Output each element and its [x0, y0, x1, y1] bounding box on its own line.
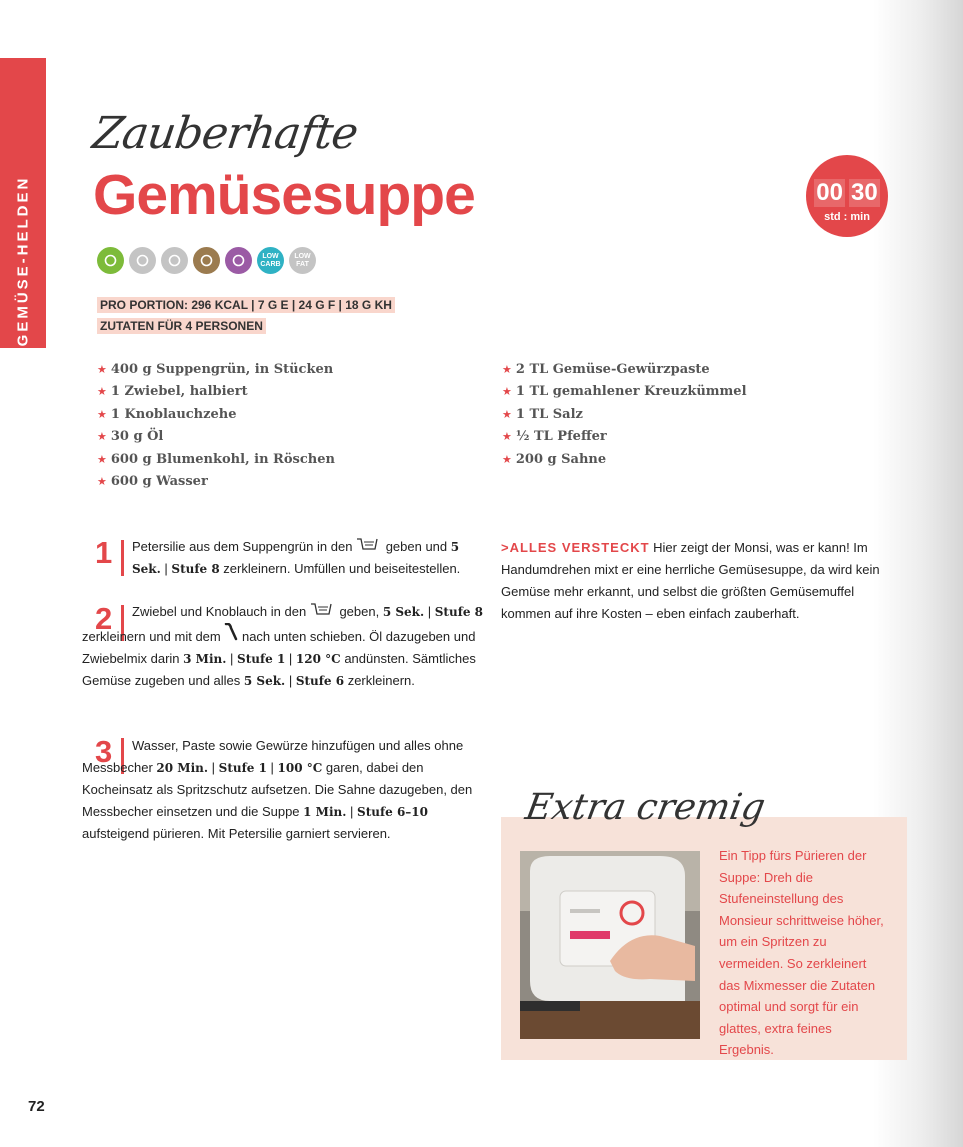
mixing-bowl-icon — [310, 604, 336, 619]
low-fat-icon: LOW FAT — [289, 247, 316, 274]
nutrition-info — [97, 295, 395, 337]
ingredient-item: ★ 400 g Suppengrün, in Stücken — [97, 362, 334, 377]
timer-hours: 00 — [816, 179, 843, 206]
ingredient-item: ★ 600 g Wasser — [97, 474, 208, 490]
tip-body: Hier zeigt der Monsi, was er kann! Im Handumdrehen mixt er eine herrliche Gemüsesuppe, da wird kein Gemüse mehr erkannt, und selbst die größten Gemüsemuffel kommen auf ihre Kosten – eben einfach zauberhaft. — [501, 540, 880, 621]
ingredient-item: ★ 1 TL Salz — [502, 406, 583, 422]
grain-icon — [193, 247, 220, 274]
ingredients-right — [502, 359, 747, 471]
star-icon: ★ — [97, 385, 107, 399]
tip-label: >ALLES VERSTECKT — [501, 540, 650, 555]
mixing-bowl-icon — [356, 539, 382, 554]
ingredient-item: ★ 600 g Blumenkohl, in Röschen — [97, 451, 335, 467]
step-3-number: 3 — [95, 734, 113, 769]
extra-title: Extra cremig — [522, 787, 769, 828]
timer-unit: std : min — [824, 211, 870, 223]
step-2-text: Zwiebel und Knoblauch in den geben, 5 Sek. | Stufe 8 zerkleinern und mit dem nach unten schieben. Öl dazugeben und Zwiebelmix darin 3 Min. | Stufe 1 | 120 °C andünsten. Sämtliches Gemüse zugeben und alles 5 Sek. | Stufe 6 zerkleinern. — [82, 604, 484, 688]
ingredient-item: ★ 200 g Sahne — [502, 451, 607, 467]
diet-badges — [97, 247, 316, 274]
tip-text — [501, 537, 896, 625]
page-title: Gemüsesuppe — [93, 163, 475, 227]
section-tab-label: GEMÜSE-HELDEN — [14, 175, 32, 347]
step-3-text: Wasser, Paste sowie Gewürze hinzufügen und alles ohne Messbecher 20 Min. | Stufe 1 | 100 °C garen, dabei den Kocheinsatz als Spritzschutz aufsetzen. Die Sahne dazugeben, den Messbecher einsetzen und die Suppe 1 Min. | Stufe 6–10 aufsteigend pürieren. Mit Petersilie garniert servieren. — [82, 738, 473, 841]
timer-digits — [806, 179, 888, 207]
star-icon: ★ — [97, 430, 107, 444]
vegetarian-icon — [97, 247, 124, 274]
ingredients-left — [97, 359, 335, 493]
star-icon: ★ — [97, 475, 107, 489]
ingredient-item: ★ ½ TL Pfeffer — [502, 429, 607, 445]
ingredient-item: ★ 1 Zwiebel, halbiert — [97, 384, 248, 400]
page-number: 72 — [28, 1098, 45, 1115]
low-carb-icon: LOW CARB — [257, 247, 284, 274]
ingredient-item: ★ 1 Knoblauchzehe — [97, 406, 237, 422]
star-icon: ★ — [97, 452, 107, 466]
leaf-icon — [129, 247, 156, 274]
title-script: Zauberhafte — [89, 108, 361, 159]
timer-minutes: 30 — [851, 179, 878, 206]
step-2-number: 2 — [95, 601, 113, 636]
step-1-text: Petersilie aus dem Suppengrün in den geben und 5 Sek. | Stufe 8 zerkleinern. Umfüllen und beiseitestellen. — [132, 539, 461, 576]
star-icon: ★ — [97, 407, 107, 421]
star-icon: ★ — [97, 363, 107, 376]
star-icon: ★ — [502, 385, 512, 399]
star-icon: ★ — [502, 430, 512, 444]
appliance-photo — [520, 851, 700, 1039]
section-tab — [0, 58, 46, 348]
ingredient-item: ★ 30 g Öl — [97, 429, 164, 445]
extra-text: Ein Tipp fürs Pürieren der Suppe: Dreh die Stufeneinstellung des Monsieur schrittweise höher, um ein Spritzen zu vermeiden. So zerkleinert das Mixmesser die Zutaten optimal und sorgt für ein glattes, extra feines Ergebnis. — [719, 848, 884, 1058]
ingredient-item: ★ 1 TL gemahlener Kreuzkümmel — [502, 384, 747, 400]
nutrition-per-portion: PRO PORTION: 296 KCAL | 7 G E | 24 G F | 18 G KH — [97, 297, 395, 313]
star-icon: ★ — [502, 452, 512, 466]
star-icon: ★ — [502, 363, 512, 376]
nutrition-servings: ZUTATEN FÜR 4 PERSONEN — [97, 318, 266, 334]
step-1-number: 1 — [95, 535, 113, 570]
step-1-bar — [121, 540, 124, 576]
star-icon: ★ — [502, 407, 512, 421]
wheat-icon — [161, 247, 188, 274]
cloud-icon — [225, 247, 252, 274]
timer-badge — [806, 155, 888, 237]
ingredient-item: ★ 2 TL Gemüse-Gewürzpaste — [502, 362, 710, 377]
spatula-icon — [224, 629, 238, 644]
